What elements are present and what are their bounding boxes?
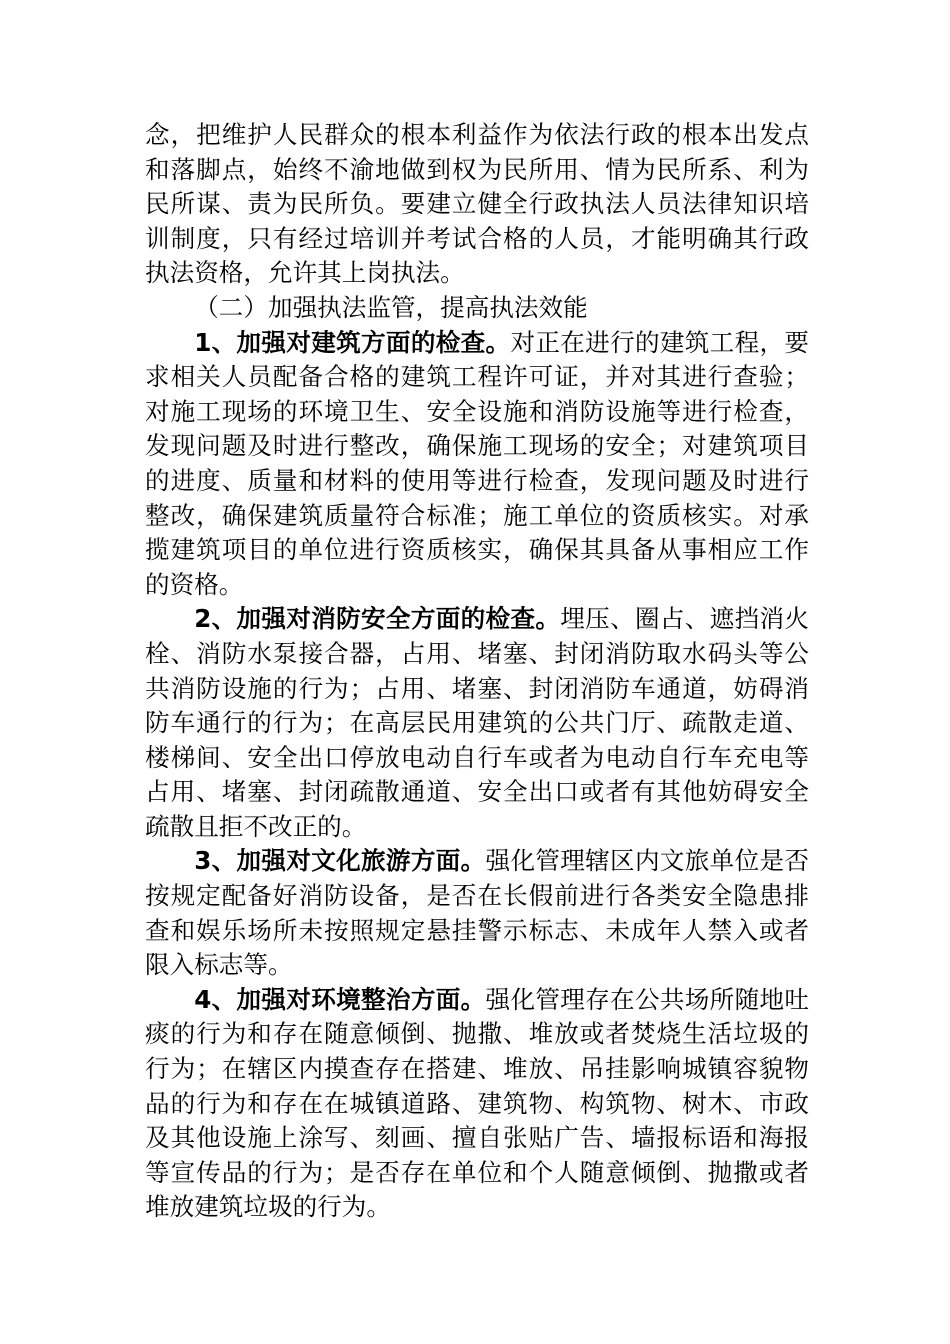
- item-heading-4: 4、加强对环境整治方面。: [194, 984, 486, 1014]
- item-heading-3: 3、加强对文化旅游方面。: [194, 846, 486, 876]
- section-heading: （二）加强执法监管，提高执法效能: [194, 292, 588, 322]
- item-body-2: 埋压、圈占、遮挡消火栓、消防水泵接合器，占用、堵塞、封闭消防取水码头等公共消防设施的行为；占用、堵塞、封闭消防车通道，妨碍消防车通行的行为；在高层民用建筑的公共门厅、疏散走道、楼梯间、安全出口停放电动自行车或者为电动自行车充电等占用、堵塞、封闭疏散通道、安全出口或者有其他妨碍安全疏散且拒不改正的。: [145, 604, 809, 841]
- item-paragraph-1: [145, 326, 809, 603]
- item-paragraph-4: [145, 983, 809, 1225]
- item-body-3: 强化管理辖区内文旅单位是否按规定配备好消防设备，是否在长假前进行各类安全隐患排查和娱乐场所未按照规定悬挂警示标志、未成年人禁入或者限入标志等。: [145, 846, 809, 980]
- item-body-1: 对正在进行的建筑工程，要求相关人员配备合格的建筑工程许可证，并对其进行查验；对施工现场的环境卫生、安全设施和消防设施等进行检查，发现问题及时进行整改，确保施工现场的安全；对建筑项目的进度、质量和材料的使用等进行检查，发现问题及时进行整改，确保建筑质量符合标准；施工单位的资质核实。对承揽建筑项目的单位进行资质核实，确保其具备从事相应工作的资格。: [145, 327, 809, 599]
- item-body-4: 强化管理存在公共场所随地吐痰的行为和存在随意倾倒、抛撒、堆放或者焚烧生活垃圾的行为；在辖区内摸查存在搭建、堆放、吊挂影响城镇容貌物品的行为和存在在城镇道路、建筑物、构筑物、树木、市政及其他设施上涂写、刻画、擅自张贴广告、墙报标语和海报等宣传品的行为；是否存在单位和个人随意倾倒、抛撒或者堆放建筑垃圾的行为。: [145, 984, 809, 1222]
- item-heading-2: 2、加强对消防安全方面的检查。: [194, 604, 561, 634]
- document-body: [145, 118, 809, 1225]
- item-heading-1: 1、加强对建筑方面的检查。: [194, 327, 511, 357]
- item-paragraph-3: [145, 844, 809, 982]
- item-paragraph-2: [145, 602, 809, 844]
- continuation-paragraph: 念，把维护人民群众的根本利益作为依法行政的根本出发点和落脚点，始终不渝地做到权为民所用、情为民所系、利为民所谋、责为民所负。要建立健全行政执法人员法律知识培训制度，只有经过培训并考试合格的人员，才能明确其行政执法资格，允许其上岗执法。: [145, 120, 809, 288]
